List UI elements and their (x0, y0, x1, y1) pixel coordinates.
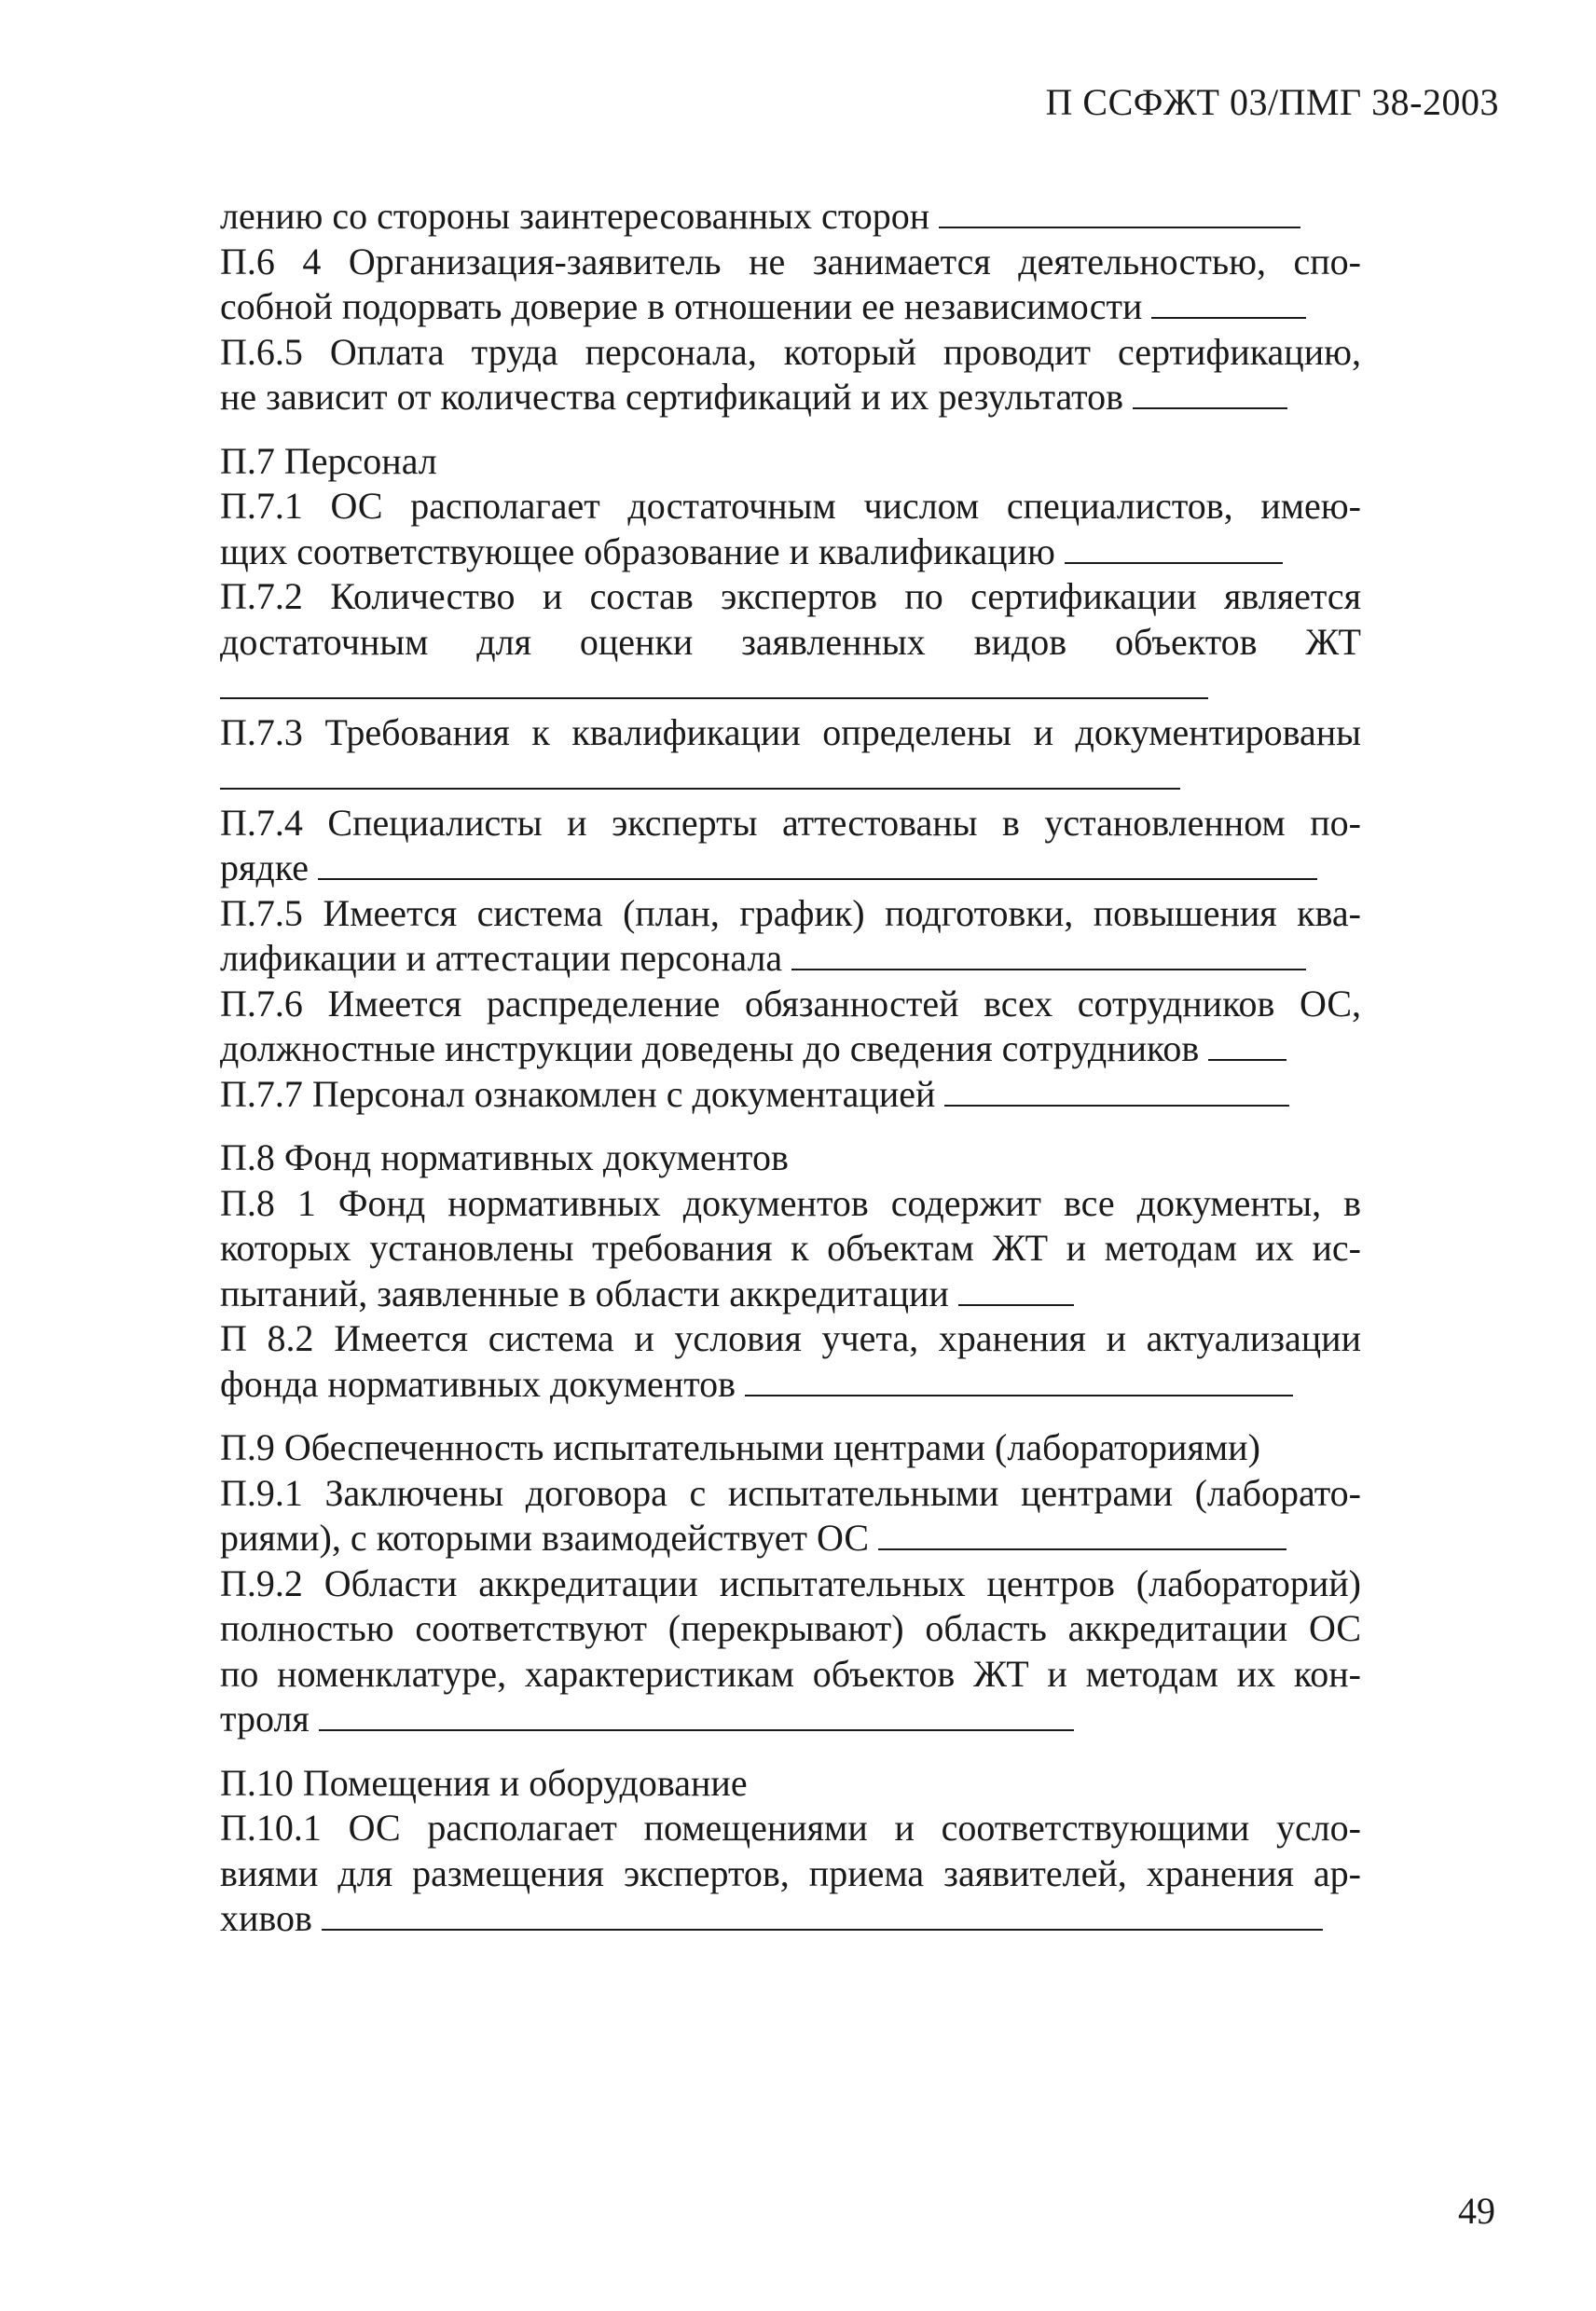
section-7-personnel (220, 439, 1361, 1118)
text-line: лению со стороны заинтересованных сторон (220, 194, 1361, 240)
text-line: которых установлены требования к объектам ЖТ и методам их ис- (220, 1227, 1361, 1269)
fill-in-blank (1133, 400, 1287, 409)
fill-in-blank (878, 1541, 1286, 1550)
fill-in-blank (318, 871, 1317, 880)
text-line: риями), с которыми взаимодействует ОС (220, 1516, 1361, 1561)
section-heading: П.7 Персонал (220, 439, 437, 482)
text-line: не зависит от количества сертификаций и их результатов (220, 375, 1361, 420)
fill-in-blank (220, 780, 1180, 790)
section-heading: П.10 Помещения и оборудование (220, 1761, 748, 1804)
section-10-premises (220, 1761, 1361, 1942)
section-heading: П.8 Фонд нормативных документов (220, 1136, 789, 1178)
text-line: достаточным для оценки заявленных видов объектов ЖТ (220, 620, 1361, 663)
text-line: П 8.2 Имеется система и условия учета, хранения и актуализации (220, 1317, 1361, 1359)
text-line: виями для размещения экспертов, приема заявителей, хранения ар- (220, 1851, 1361, 1894)
fill-in-blank (939, 219, 1300, 228)
page-number: 49 (1458, 2190, 1495, 2232)
fill-in-blank (944, 1097, 1289, 1107)
text-line: троля (220, 1697, 1361, 1742)
text-line: П.7.2 Количество и состав экспертов по сертификации является (220, 575, 1361, 617)
text-line: П.7.6 Имеется распределение обязанностей всех сотрудников ОС, (220, 982, 1361, 1025)
text-line: лификации и аттестации персонала (220, 936, 1361, 982)
text-line: фонда нормативных документов (220, 1362, 1361, 1408)
text-line: собной подорвать доверие в отношении ее независимости (220, 284, 1361, 330)
fill-in-blank (1065, 555, 1283, 564)
fill-in-blank (319, 1722, 1074, 1731)
fill-in-blank (322, 1921, 1323, 1931)
text-line: П.6 4 Организация-заявитель не занимается деятельностью, спо- (220, 240, 1361, 282)
text-line: полностью соответствуют (перекрывают) область аккредитации ОС (220, 1607, 1361, 1649)
text-line (220, 755, 1361, 801)
text-line: пытаний, заявленные в области аккредитации (220, 1272, 1361, 1317)
section-8-normative-fund (220, 1135, 1361, 1407)
text-line: П.7.5 Имеется система (план, график) подготовки, повышения ква- (220, 891, 1361, 934)
section-heading: П.9 Обеспеченность испытательными центрами (лабораториями) (220, 1426, 1260, 1468)
text-line: по номенклатуре, характеристикам объектов ЖТ и методам их кон- (220, 1652, 1361, 1695)
text-line: должностные инструкции доведены до сведения сотрудников (220, 1026, 1361, 1072)
text-line: щих соответствующее образование и квалификацию (220, 530, 1361, 575)
text-line (220, 665, 1361, 710)
fill-in-blank (745, 1387, 1293, 1396)
document-body (220, 194, 1361, 1960)
text-line: П.9.1 Заключены договора с испытательными центрами (лаборато- (220, 1471, 1361, 1514)
text-line: рядке (220, 846, 1361, 891)
text-line: П.7.7 Персонал ознакомлен с документацией (220, 1072, 1361, 1118)
text-line: П.7.1 ОС располагает достаточным числом специалистов, имею- (220, 485, 1361, 527)
text-line: П.7.3 Требования к квалификации определены и документированы (220, 710, 1361, 753)
document-code-header: П ССФЖТ 03/ПМГ 38-2003 (1045, 81, 1499, 123)
text-line: П.10.1 ОС располагает помещениями и соответствующими усло- (220, 1807, 1361, 1849)
text-line: П.8 1 Фонд нормативных документов содержит все документы, в (220, 1181, 1361, 1224)
section-9-test-centers (220, 1425, 1361, 1742)
fill-in-blank (958, 1297, 1074, 1306)
text-line: П.9.2 Области аккредитации испытательных центров (лабораторий) (220, 1561, 1361, 1604)
text-line: П.6.5 Оплата труда персонала, который проводит сертификацию, (220, 330, 1361, 373)
section-6-continued (220, 194, 1361, 420)
fill-in-blank (220, 690, 1208, 699)
text-line: П.7.4 Специалисты и эксперты аттестованы в установленном по- (220, 801, 1361, 844)
text-line: хивов (220, 1896, 1361, 1942)
fill-in-blank (1208, 1052, 1286, 1061)
fill-in-blank (1151, 310, 1306, 319)
fill-in-blank (791, 961, 1306, 970)
